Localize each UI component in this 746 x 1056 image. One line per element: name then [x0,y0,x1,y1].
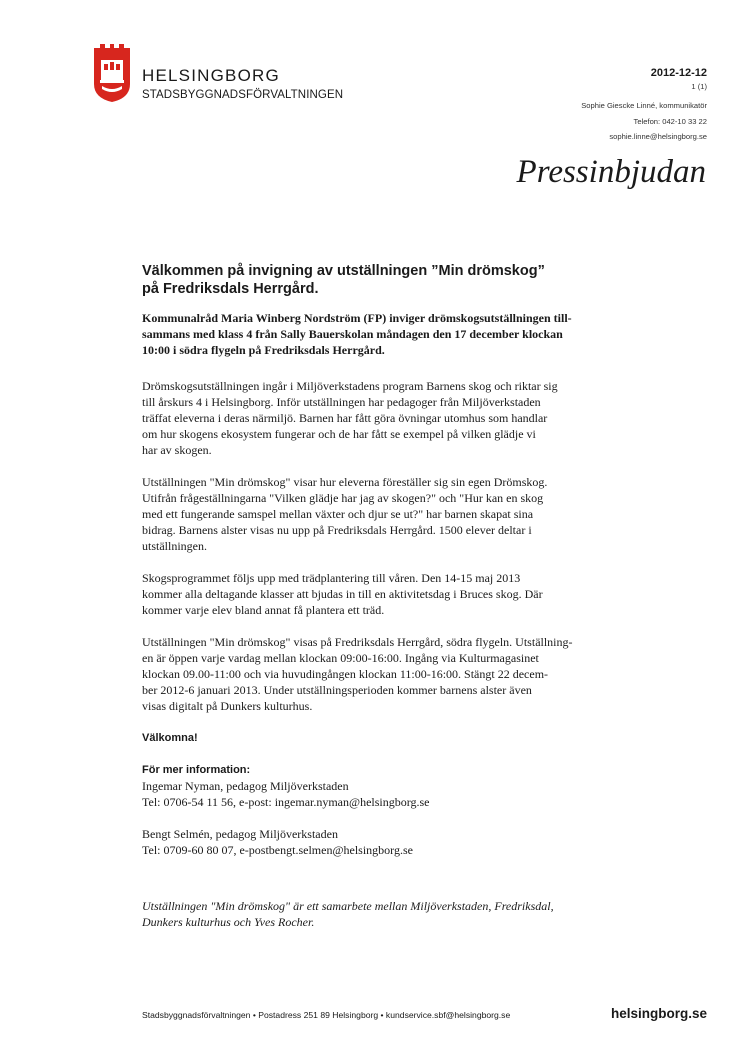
paragraph-planting [142,570,612,618]
headline-line: Välkommen på invigning av utställningen ”Min drömskog” [142,263,545,279]
contact-details: Tel: 0709-60 80 07, e-postbengt.selmen@helsingborg.se [142,843,413,857]
paragraph-program [142,378,612,458]
text-line: till årskurs 4 i Helsingborg. Inför utställningen har pedagoger från Miljöverkstaden [142,395,541,409]
text-line: utställningen. [142,539,207,553]
text-line: ber 2012-6 januari 2013. Under utställningsperioden kommer barnens alster även [142,683,532,697]
paragraph-exhibition [142,474,612,554]
contact-info-block [142,762,612,810]
press-release-body [142,262,612,930]
document-type-title: Pressinbjudan [516,154,706,190]
helsingborg-coat-of-arms-icon [92,44,132,102]
welcome-text: Välkomna! [142,732,198,744]
text-line: om hur skogens ekosystem fungerar och de har fått se exempel på vilken glädje vi [142,427,536,441]
text-line: Kommunalråd Maria Winberg Nordström (FP) inviger drömskogsutställningen till- [142,311,572,325]
text-line: Utställningen "Min drömskog" är ett samarbete mellan Miljöverkstaden, Fredriksdal, [142,899,554,913]
text-line: Skogsprogrammet följs upp med trädplantering till våren. Den 14-15 maj 2013 [142,571,521,585]
footer-website: helsingborg.se [610,1006,707,1021]
headline [142,262,612,298]
text-line: kommer varje elev bland annat få plantera ett träd. [142,603,385,617]
text-line: en är öppen varje vardag mellan klockan 09:00-16:00. Ingång via Kulturmagasinet [142,651,539,665]
text-line: Utifrån frågeställningarna "Vilken glädje har jag av skogen?" och "Hur kan en skog [142,491,544,505]
text-line: kommer alla deltagande klasser att bjudas in till en aktivitetsdag i Bruces skog. Där [142,587,543,601]
paragraph-opening-hours [142,634,612,714]
headline-line: på Fredriksdals Herrgård. [142,281,319,297]
contact-person: Bengt Selmén, pedagog Miljöverkstaden [142,827,338,841]
text-line: Utställningen "Min drömskog" visar hur eleverna föreställer sig sin egen Drömskog. [142,475,548,489]
contact-email: sophie.linne@helsingborg.se [609,132,707,141]
lead-paragraph [142,310,612,358]
text-line: har av skogen. [142,443,212,457]
contact-person: Ingemar Nyman, pedagog Miljöverkstaden [142,779,349,793]
contact-phone: Telefon: 042-10 33 22 [633,117,707,126]
text-line: sammans med klass 4 från Sally Bauerskolan måndagen den 17 december klockan [142,327,563,341]
text-line: Utställningen "Min drömskog" visas på Fredriksdals Herrgård, södra flygeln. Utställning- [142,635,573,649]
closing-note [142,898,612,930]
contact-info-block [142,826,612,858]
footer-address: Stadsbyggnadsförvaltningen • Postadress 251 89 Helsingborg • kundservice.sbf@helsingborg.se [142,1010,511,1020]
text-line: träffat eleverna i deras närmiljö. Barnen har fått göra övningar utomhus som handlar [142,411,548,425]
contact-name: Sophie Giescke Linné, kommunikatör [581,101,707,110]
text-line: Dunkers kulturhus och Yves Rocher. [142,915,315,929]
text-line: 10:00 i södra flygeln på Fredriksdals Herrgård. [142,343,385,357]
page-count: 1 (1) [691,82,707,91]
text-line: klockan 09.00-11:00 och via huvudingången klockan 11:00-16:00. Stängt 22 decem- [142,667,549,681]
more-info-heading: För mer information: [142,764,251,776]
text-line: bidrag. Barnens alster visas nu upp på Fredriksdals Herrgård. 1500 elever deltar i [142,523,532,537]
text-line: med ett fungerande samspel mellan växter och djur se ut?" har barnen skapat sina [142,507,534,521]
department-name: STADSBYGGNADSFÖRVALTNINGEN [142,89,344,101]
document-date: 2012-12-12 [650,67,707,79]
org-name: HELSINGBORG [142,66,280,85]
text-line: Drömskogsutställningen ingår i Miljöverkstadens program Barnens skog och riktar sig [142,379,558,393]
text-line: visas digitalt på Dunkers kulturhus. [142,699,313,713]
contact-details: Tel: 0706-54 11 56, e-post: ingemar.nyman@helsingborg.se [142,795,430,809]
